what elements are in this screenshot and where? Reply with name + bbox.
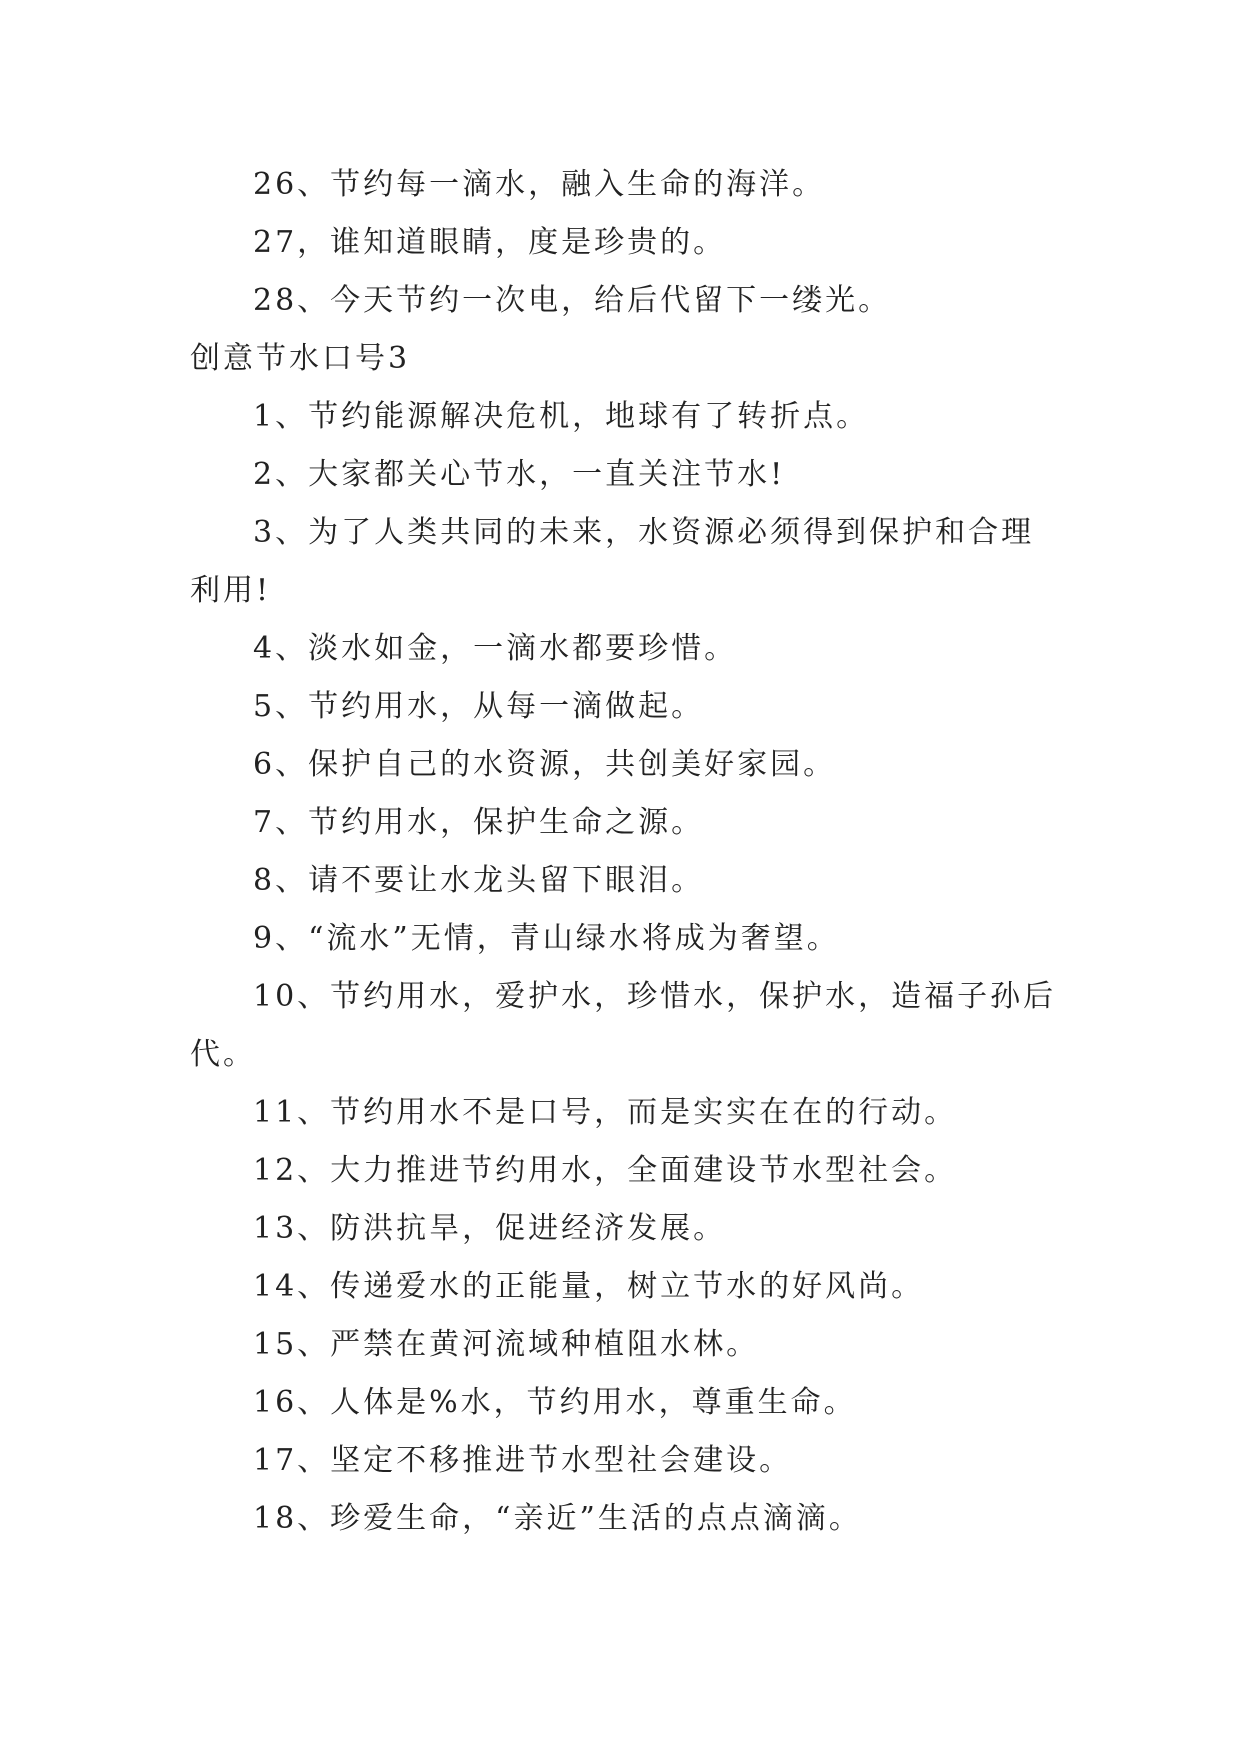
slogan-15: 15、严禁在黄河流域种植阻水林。 (253, 1327, 760, 1362)
slogan-3-continued: 利用! (190, 573, 272, 608)
slogan-1: 1、节约能源解决危机，地球有了转折点。 (253, 399, 870, 434)
slogan-11: 11、节约用水不是口号，而是实实在在的行动。 (253, 1095, 958, 1130)
slogan-5: 5、节约用水，从每一滴做起。 (253, 689, 705, 724)
slogan-13: 13、防洪抗旱，促进经济发展。 (253, 1211, 727, 1246)
slogan-6: 6、保护自己的水资源，共创美好家园。 (253, 747, 837, 782)
slogan-26: 26、节约每一滴水，融入生命的海洋。 (253, 167, 826, 202)
slogan-10: 10、节约用水，爱护水，珍惜水，保护水，造福子孙后 (253, 979, 1057, 1014)
slogan-10-continued: 代。 (190, 1037, 256, 1072)
slogan-2: 2、大家都关心节水，一直关注节水! (253, 457, 786, 492)
slogan-7: 7、节约用水，保护生命之源。 (253, 805, 705, 840)
slogan-17: 17、坚定不移推进节水型社会建设。 (253, 1443, 793, 1478)
slogan-12: 12、大力推进节约用水，全面建设节水型社会。 (253, 1153, 958, 1188)
slogan-16: 16、人体是%水，节约用水，尊重生命。 (253, 1385, 857, 1420)
slogan-9: 9、“流水”无情，青山绿水将成为奢望。 (253, 921, 840, 956)
slogan-27: 27，谁知道眼睛，度是珍贵的。 (253, 225, 727, 260)
slogan-4: 4、淡水如金，一滴水都要珍惜。 (253, 631, 738, 666)
section-heading: 创意节水口号3 (190, 341, 411, 376)
slogan-3: 3、为了人类共同的未来，水资源必须得到保护和合理 (253, 515, 1035, 550)
slogan-28: 28、今天节约一次电，给后代留下一缕光。 (253, 283, 892, 318)
slogan-18: 18、珍爱生命，“亲近”生活的点点滴滴。 (253, 1501, 862, 1536)
slogan-8: 8、请不要让水龙头留下眼泪。 (253, 863, 705, 898)
slogan-14: 14、传递爱水的正能量，树立节水的好风尚。 (253, 1269, 925, 1304)
